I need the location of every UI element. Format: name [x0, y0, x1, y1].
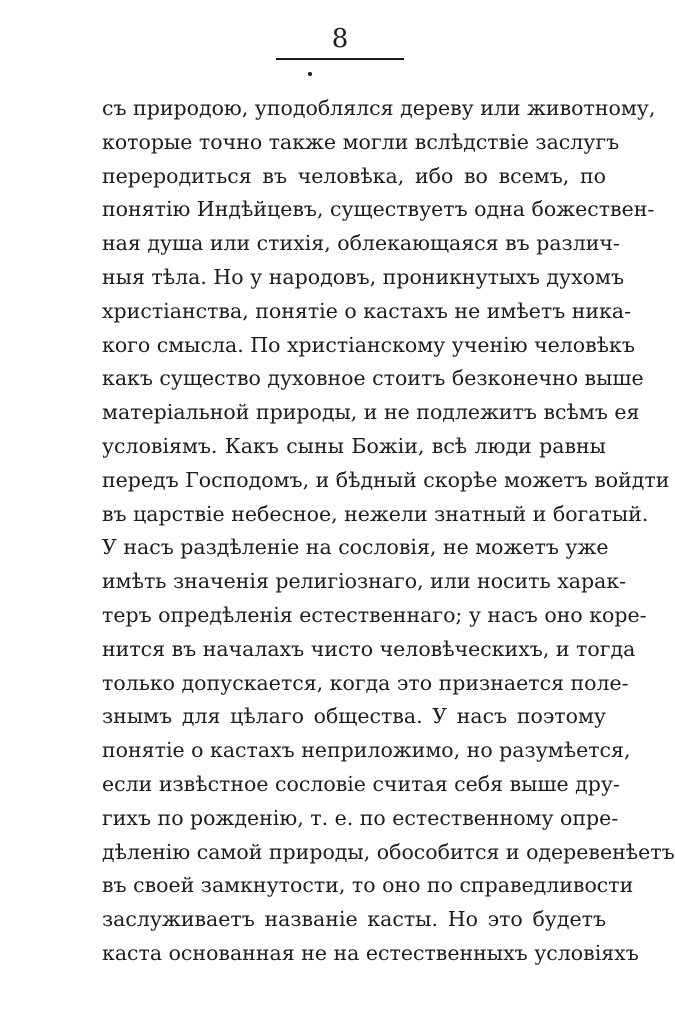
- text-line: ная душа или стихія, облекающаяся въ различ-: [102, 231, 620, 256]
- text-line: если извѣстное сословіе считая себя выше дру-: [102, 771, 620, 796]
- text-line: ныя тѣла. Но у народовъ, проникнутыхъ духомъ: [102, 264, 624, 289]
- body-text: [102, 92, 675, 971]
- text-line: передъ Господомъ, и бѣдный скорѣе можетъ войдти: [102, 467, 670, 492]
- text-line: У насъ раздѣленіе на сословія, не можетъ уже: [102, 535, 609, 560]
- text-line: въ царствіе небесное, нежели знатный и богатый.: [102, 501, 649, 526]
- text-line: понятію Индѣйцевъ, существуетъ одна божествен-: [102, 197, 655, 222]
- text-line: понятіе о кастахъ неприложимо, но разумѣется,: [102, 738, 631, 763]
- text-line: кого смысла. По христіанскому ученію человѣкъ: [102, 332, 635, 357]
- text-line: знымъ для цѣлаго общества. У насъ поэтому: [102, 704, 606, 729]
- header-rule: [276, 58, 404, 60]
- text-line: нится въ началахъ чисто человѣческихъ, и тогда: [102, 636, 636, 661]
- text-line: христіанства, понятіе о кастахъ не имѣетъ ника-: [102, 298, 632, 323]
- text-line: гихъ по рожденію, т. е. по естественному опре-: [102, 805, 619, 830]
- text-line: въ своей замкнутости, то оно по справедливости: [102, 873, 634, 898]
- text-line: съ природою, уподоблялся дереву или животному,: [102, 96, 656, 120]
- page-header: [276, 22, 404, 80]
- page-number: 8: [331, 24, 349, 54]
- text-line: дѣленію самой природы, обособится и одеревенѣетъ: [102, 839, 675, 864]
- header-dot-mark: [308, 72, 312, 76]
- text-line: переродиться въ человѣка, ибо во всемъ, по: [102, 163, 606, 188]
- text-line: условіямъ. Какъ сыны Божіи, всѣ люди равны: [102, 433, 606, 458]
- text-line: которые точно также могли вслѣдствіе заслугъ: [102, 129, 620, 154]
- text-line: заслуживаетъ названіе касты. Но это будетъ: [102, 907, 606, 932]
- text-line: матеріальной природы, и не подлежитъ всѣмъ ея: [102, 400, 640, 425]
- text-line: имѣть значенія религіознаго, или носить харак-: [102, 569, 627, 594]
- text-line: какъ существо духовное стоитъ безконечно выше: [102, 366, 644, 391]
- text-line: только допускается, когда это признается поле-: [102, 670, 629, 695]
- text-line: теръ опредѣленія естественнаго; у насъ оно коре-: [102, 602, 647, 627]
- text-line: каста основанная не на естественныхъ условіяхъ: [102, 940, 639, 965]
